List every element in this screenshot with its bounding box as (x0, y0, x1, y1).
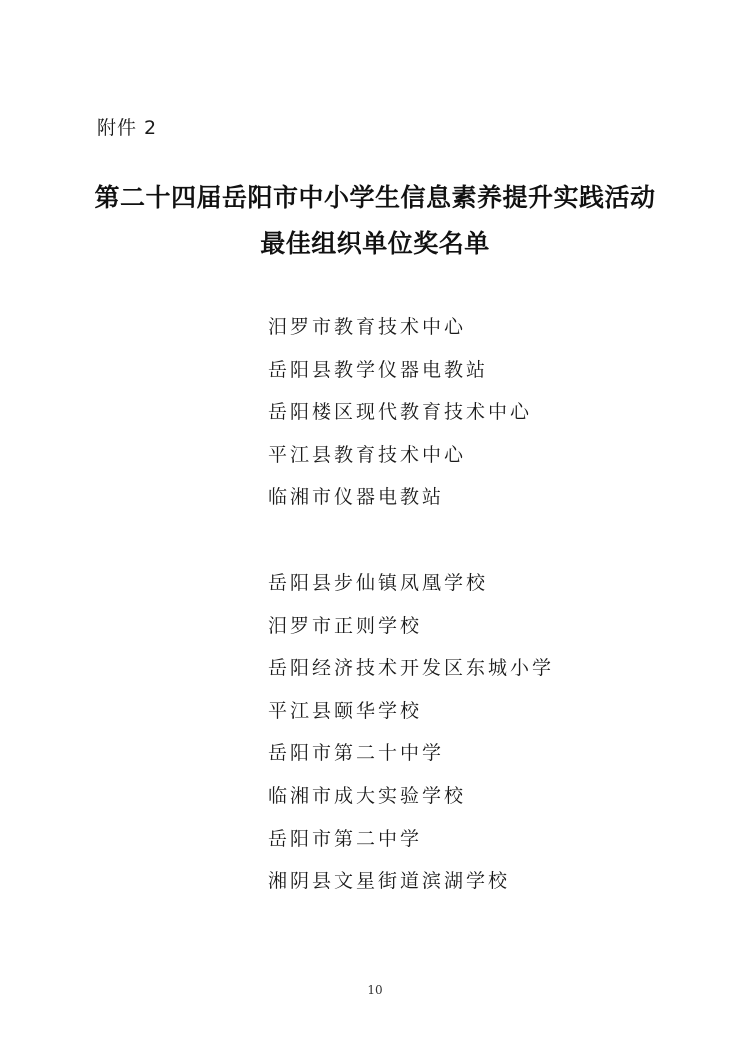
page-number: 10 (367, 983, 383, 997)
list-item: 平江县颐华学校 (268, 699, 423, 722)
list-item: 平江县教育技术中心 (268, 443, 467, 466)
list-item: 岳阳楼区现代教育技术中心 (268, 401, 533, 424)
attachment-label: 附件 2 (97, 117, 158, 139)
list-item: 岳阳经济技术开发区东城小学 (268, 657, 555, 680)
document-title-line-1: 第二十四届岳阳市中小学生信息素养提升实践活动 (94, 183, 656, 212)
organization-list-group-2 (268, 562, 554, 903)
list-item: 汨罗市教育技术中心 (268, 316, 467, 338)
list-item: 岳阳市第二十中学 (268, 742, 445, 765)
list-item: 岳阳市第二中学 (268, 827, 423, 850)
document-title-line-2: 最佳组织单位奖名单 (260, 229, 490, 258)
list-item: 汨罗市正则学校 (268, 614, 423, 637)
list-item: 临湘市仪器电教站 (268, 486, 445, 509)
list-item: 岳阳县步仙镇凤凰学校 (268, 572, 489, 594)
list-item: 湘阴县文星街道滨湖学校 (268, 870, 511, 893)
list-item: 岳阳县教学仪器电教站 (268, 358, 489, 381)
list-item: 临湘市成大实验学校 (268, 784, 467, 807)
organization-list-group-1 (268, 306, 532, 519)
